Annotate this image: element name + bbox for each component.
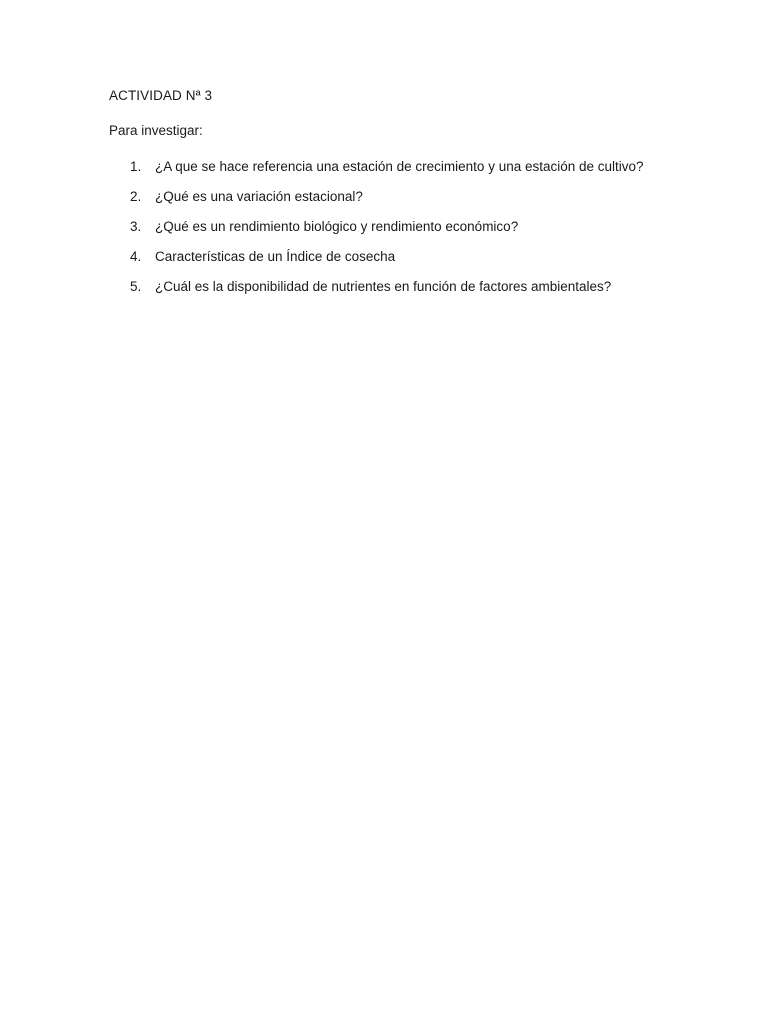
intro-text: Para investigar: (109, 123, 203, 138)
question-item-3 (130, 218, 660, 240)
question-list (130, 158, 660, 308)
question-item-2 (130, 188, 660, 210)
question-number: 2. (130, 189, 142, 204)
question-text: ¿Cuál es la disponibilidad de nutrientes en función de factores ambientales? (155, 279, 612, 294)
question-text: ¿Qué es una variación estacional? (155, 189, 363, 204)
question-number: 5. (130, 279, 142, 294)
question-text: Características de un Índice de cosecha (155, 249, 396, 264)
question-text: ¿Qué es un rendimiento biológico y rendimiento económico? (155, 219, 519, 234)
question-number: 4. (130, 249, 142, 264)
question-number: 3. (130, 219, 142, 234)
document-title: ACTIVIDAD Nª 3 (109, 88, 213, 103)
question-text: ¿A que se hace referencia una estación de crecimiento y una estación de cultivo? (155, 159, 644, 174)
question-item-5 (130, 278, 660, 300)
question-number: 1. (130, 159, 142, 174)
question-item-4 (130, 248, 660, 270)
question-item-1 (130, 158, 660, 180)
